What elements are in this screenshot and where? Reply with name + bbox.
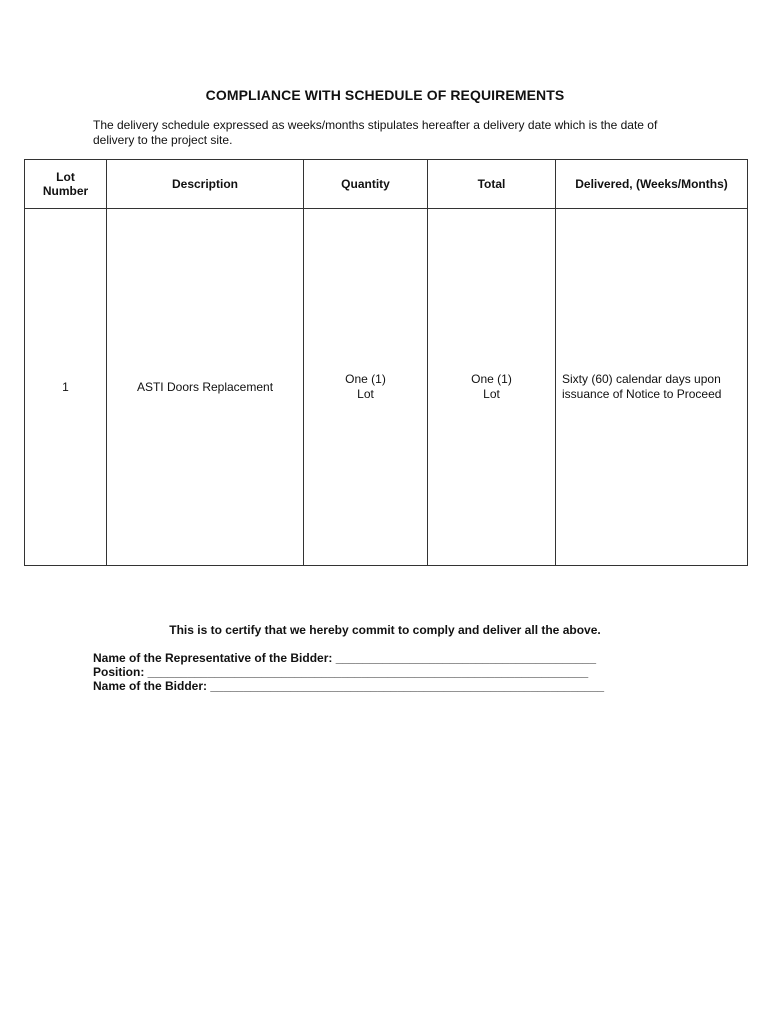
document-title: COMPLIANCE WITH SCHEDULE OF REQUIREMENTS	[205, 87, 565, 103]
table-row	[25, 209, 748, 566]
position-field: Position: __________________________________________________________________	[93, 665, 589, 679]
table-header-row	[25, 160, 748, 209]
intro-paragraph: The delivery schedule expressed as weeks/months stipulates hereafter a delivery date which is the date of delivery to the project site.	[93, 118, 658, 147]
cell-description: ASTI Doors Replacement	[107, 209, 304, 566]
header-lot-number: Lot Number	[25, 160, 107, 209]
cell-lot-number: 1	[25, 209, 107, 566]
cell-total: One (1) Lot	[428, 209, 556, 566]
cell-delivered: Sixty (60) calendar days upon issuance of Notice to Proceed	[556, 209, 748, 566]
certification-statement: This is to certify that we hereby commit to comply and deliver all the above.	[169, 623, 601, 637]
schedule-table	[24, 159, 748, 566]
bidder-name-field: Name of the Bidder: ___________________________________________________________	[93, 679, 605, 693]
header-description: Description	[107, 160, 304, 209]
header-delivered: Delivered, (Weeks/Months)	[556, 160, 748, 209]
representative-name-field: Name of the Representative of the Bidder: _______________________________________	[93, 651, 596, 665]
header-total: Total	[428, 160, 556, 209]
cell-quantity: One (1) Lot	[304, 209, 428, 566]
header-quantity: Quantity	[304, 160, 428, 209]
